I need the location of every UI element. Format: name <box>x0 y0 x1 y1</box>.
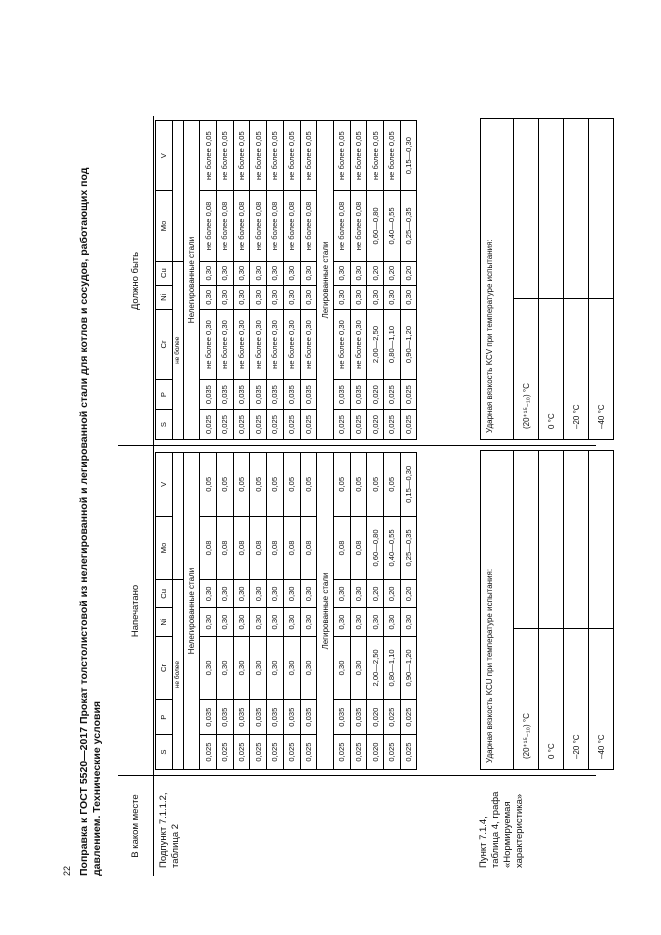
printed-kcu-block <box>480 450 614 770</box>
cell-cu: 0,30 <box>217 261 234 285</box>
cell-mo: 0,08 <box>333 516 350 580</box>
cell-cu: 0,30 <box>233 580 250 608</box>
cell-cr: 0,30 <box>267 636 284 700</box>
table-row <box>217 121 234 440</box>
cell-ni: 0,30 <box>350 608 367 636</box>
cell-cu: 0,20 <box>367 261 384 285</box>
cell-p: 0,025 <box>383 380 400 410</box>
cell-s: 0,025 <box>300 410 317 440</box>
cell-s: 0,025 <box>233 735 250 770</box>
table-row <box>350 121 367 440</box>
kv-value-cell <box>539 119 563 299</box>
cell-s: 0,025 <box>217 735 234 770</box>
cell-mo: 0,08 <box>350 516 367 580</box>
table-row <box>367 453 384 770</box>
column-header: Cu <box>156 580 173 608</box>
cell-mo: 0,40—0,55 <box>383 191 400 261</box>
cell-s: 0,025 <box>400 735 417 770</box>
ne-bolee-note: не более <box>172 261 183 439</box>
kv-temperature: –20 °С <box>571 404 581 429</box>
cell-cr: 0,80—1,10 <box>383 309 400 379</box>
kv-row <box>564 119 589 439</box>
table-row <box>383 453 400 770</box>
column-header: Cu <box>156 261 173 285</box>
kv-header: Ударная вязкость KCV при температуре испытания: <box>481 119 514 439</box>
correct-kcv-block <box>480 118 614 440</box>
kv-value-cell <box>514 119 538 299</box>
cell-v: 0,05 <box>250 453 267 517</box>
table-row <box>400 121 417 440</box>
cell-s: 0,025 <box>200 735 217 770</box>
cell-s: 0,025 <box>200 410 217 440</box>
cell-p: 0,035 <box>267 700 284 735</box>
table-row <box>200 121 217 440</box>
cell-cu: 0,20 <box>367 580 384 608</box>
cell-cu: 0,30 <box>250 580 267 608</box>
table-row <box>283 453 300 770</box>
cell-s: 0,025 <box>383 735 400 770</box>
header-printed: Напечатано <box>118 446 154 776</box>
cell-cr: 0,30 <box>233 636 250 700</box>
cell-s: 0,025 <box>383 410 400 440</box>
cell-p: 0,035 <box>200 700 217 735</box>
kv-row <box>539 451 564 769</box>
cell-ni: 0,30 <box>383 608 400 636</box>
section-heading: Нелегированные стали <box>183 121 200 440</box>
table-row <box>267 453 284 770</box>
cell-cu: 0,30 <box>333 580 350 608</box>
cell-mo: не более 0,08 <box>333 191 350 261</box>
cell-ni: 0,30 <box>300 285 317 309</box>
cell-v: не более 0,05 <box>300 121 317 191</box>
cell-cr: не более 0,30 <box>217 309 234 379</box>
cell-cr: не более 0,30 <box>200 309 217 379</box>
table-row <box>300 121 317 440</box>
cell-v: не более 0,05 <box>217 121 234 191</box>
cell-p: 0,025 <box>400 380 417 410</box>
cell-s: 0,025 <box>250 735 267 770</box>
cell-s: 0,025 <box>283 735 300 770</box>
table-row <box>200 453 217 770</box>
table-row <box>233 453 250 770</box>
kv-value-cell <box>564 119 588 299</box>
cell-v: не более 0,05 <box>267 121 284 191</box>
kv-row <box>514 119 539 439</box>
cell-v: не более 0,05 <box>367 121 384 191</box>
cell-cu: 0,30 <box>250 261 267 285</box>
cell-mo: не более 0,08 <box>233 191 250 261</box>
cell-mo: 0,08 <box>300 516 317 580</box>
cell-s: 0,020 <box>367 410 384 440</box>
cell-v: 0,05 <box>383 453 400 517</box>
kv-header: Ударная вязкость KCU при температуре испытания: <box>481 451 514 769</box>
row1-location: Подпункт 7.1.1.2, таблица 2 <box>158 792 181 868</box>
column-header: Mo <box>156 191 173 261</box>
column-header: Cr <box>156 636 173 700</box>
cell-cr: не более 0,30 <box>283 309 300 379</box>
cell-cr: 0,30 <box>283 636 300 700</box>
cell-mo: 0,25—0,35 <box>400 191 417 261</box>
cell-mo: не более 0,08 <box>267 191 284 261</box>
table-row <box>400 453 417 770</box>
column-header: Ni <box>156 285 173 309</box>
cell-cr: 0,30 <box>217 636 234 700</box>
blank-cell <box>172 121 183 262</box>
kv-value-cell <box>539 451 563 629</box>
column-header: Cr <box>156 309 173 379</box>
cell-cr: не более 0,30 <box>233 309 250 379</box>
kv-value-cell <box>564 451 588 629</box>
kv-temperature: –40 °С <box>596 734 606 759</box>
cell-cu: 0,30 <box>267 580 284 608</box>
cell-mo: 0,08 <box>250 516 267 580</box>
cell-v: 0,05 <box>333 453 350 517</box>
cell-cu: 0,30 <box>200 580 217 608</box>
cell-v: не более 0,05 <box>233 121 250 191</box>
cell-ni: 0,30 <box>250 285 267 309</box>
cell-cu: 0,30 <box>200 261 217 285</box>
cell-v: 0,05 <box>283 453 300 517</box>
cell-ni: 0,30 <box>283 608 300 636</box>
cell-p: 0,035 <box>350 700 367 735</box>
cell-p: 0,035 <box>333 380 350 410</box>
cell-p: 0,035 <box>217 380 234 410</box>
cell-p: 0,035 <box>267 380 284 410</box>
cell-ni: 0,30 <box>217 285 234 309</box>
section-heading: Легированные стали <box>317 121 334 440</box>
cell-p: 0,035 <box>217 700 234 735</box>
cell-mo: 0,40—0,55 <box>383 516 400 580</box>
cell-s: 0,025 <box>217 410 234 440</box>
cell-cu: 0,20 <box>400 580 417 608</box>
header-where: В каком месте <box>118 776 154 876</box>
cell-v: не более 0,05 <box>383 121 400 191</box>
column-header: P <box>156 380 173 410</box>
table-row <box>267 121 284 440</box>
cell-s: 0,025 <box>300 735 317 770</box>
cell-p: 0,035 <box>300 380 317 410</box>
cell-ni: 0,30 <box>383 285 400 309</box>
cell-cr: не более 0,30 <box>333 309 350 379</box>
table-row <box>383 121 400 440</box>
column-header: V <box>156 453 173 517</box>
cell-mo: 0,08 <box>267 516 284 580</box>
cell-cr: 2,00—2,50 <box>367 309 384 379</box>
table-row <box>250 453 267 770</box>
cell-cu: 0,20 <box>383 261 400 285</box>
cell-cu: 0,20 <box>383 580 400 608</box>
kv-value-cell <box>589 451 613 629</box>
cell-v: не более 0,05 <box>250 121 267 191</box>
cell-v: 0,05 <box>300 453 317 517</box>
page-number: 22 <box>62 865 72 876</box>
cell-p: 0,035 <box>233 380 250 410</box>
cell-ni: 0,30 <box>400 285 417 309</box>
cell-ni: 0,30 <box>233 285 250 309</box>
cell-mo: 0,25—0,35 <box>400 516 417 580</box>
cell-ni: 0,30 <box>200 608 217 636</box>
cell-mo: 0,60—0,80 <box>367 516 384 580</box>
cell-p: 0,035 <box>250 380 267 410</box>
cell-p: 0,035 <box>233 700 250 735</box>
section-heading: Легированные стали <box>317 453 334 770</box>
cell-mo: 0,08 <box>283 516 300 580</box>
kv-row <box>514 451 539 769</box>
cell-p: 0,020 <box>367 700 384 735</box>
cell-p: 0,035 <box>350 380 367 410</box>
cell-v: 0,05 <box>200 453 217 517</box>
cell-cr: 0,30 <box>350 636 367 700</box>
cell-v: 0,15—0,30 <box>400 453 417 517</box>
cell-s: 0,025 <box>250 410 267 440</box>
cell-cr: 0,90—1,20 <box>400 636 417 700</box>
table-row <box>300 453 317 770</box>
column-header: Mo <box>156 516 173 580</box>
header-should-be: Должно быть <box>118 116 154 446</box>
cell-ni: 0,30 <box>233 608 250 636</box>
page-title: Поправка к ГОСТ 5520—2017 Прокат толстолистовой из нелегированной и легированной стали для котлов и сосудов, работающих под давлением. Технические условия <box>78 167 103 876</box>
cell-s: 0,025 <box>400 410 417 440</box>
cell-cu: 0,30 <box>267 261 284 285</box>
cell-cr: 0,30 <box>250 636 267 700</box>
column-header: V <box>156 121 173 191</box>
table-row <box>217 453 234 770</box>
table-row <box>367 121 384 440</box>
column-header: P <box>156 700 173 735</box>
correction-table <box>118 116 606 876</box>
cell-cr: не более 0,30 <box>267 309 284 379</box>
kv-temperature: 0 °С <box>546 743 556 759</box>
cell-p: 0,025 <box>400 700 417 735</box>
cell-ni: 0,30 <box>333 285 350 309</box>
table-row <box>350 453 367 770</box>
cell-mo: 0,08 <box>233 516 250 580</box>
cell-mo: не более 0,08 <box>350 191 367 261</box>
cell-p: 0,035 <box>300 700 317 735</box>
kv-row <box>589 119 613 439</box>
cell-p: 0,035 <box>200 380 217 410</box>
cell-s: 0,025 <box>267 410 284 440</box>
cell-cu: 0,30 <box>333 261 350 285</box>
cell-s: 0,025 <box>350 410 367 440</box>
cell-cu: 0,30 <box>300 580 317 608</box>
cell-s: 0,025 <box>333 410 350 440</box>
divider <box>118 775 596 776</box>
cell-p: 0,025 <box>383 700 400 735</box>
cell-cr: 0,80—1,10 <box>383 636 400 700</box>
cell-cu: 0,30 <box>300 261 317 285</box>
cell-ni: 0,30 <box>367 285 384 309</box>
cell-cu: 0,30 <box>283 580 300 608</box>
kv-row <box>539 119 564 439</box>
cell-s: 0,025 <box>283 410 300 440</box>
kv-temperature: –20 °С <box>571 734 581 759</box>
cell-ni: 0,30 <box>400 608 417 636</box>
cell-cu: 0,30 <box>350 261 367 285</box>
cell-s: 0,020 <box>367 735 384 770</box>
cell-ni: 0,30 <box>300 608 317 636</box>
cell-v: 0,15—0,30 <box>400 121 417 191</box>
cell-v: 0,05 <box>217 453 234 517</box>
cell-ni: 0,30 <box>200 285 217 309</box>
cell-cr: не более 0,30 <box>250 309 267 379</box>
cell-v: 0,05 <box>233 453 250 517</box>
cell-mo: не более 0,08 <box>250 191 267 261</box>
cell-cu: 0,30 <box>217 580 234 608</box>
cell-cr: не более 0,30 <box>300 309 317 379</box>
cell-ni: 0,30 <box>267 285 284 309</box>
table-row <box>233 121 250 440</box>
cell-p: 0,035 <box>250 700 267 735</box>
cell-v: 0,05 <box>267 453 284 517</box>
divider <box>118 445 596 446</box>
cell-ni: 0,30 <box>283 285 300 309</box>
cell-cr: 0,30 <box>200 636 217 700</box>
section-heading: Нелегированные стали <box>183 453 200 770</box>
cell-cr: 0,30 <box>300 636 317 700</box>
cell-ni: 0,30 <box>267 608 284 636</box>
cell-mo: не более 0,08 <box>300 191 317 261</box>
cell-v: не более 0,05 <box>200 121 217 191</box>
cell-cr: 2,00—2,50 <box>367 636 384 700</box>
cell-cr: 0,30 <box>333 636 350 700</box>
kv-temperature: (20⁺¹⁵₋₁₀) °С <box>521 383 531 429</box>
cell-mo: 0,08 <box>217 516 234 580</box>
cell-p: 0,035 <box>283 700 300 735</box>
table-row <box>250 121 267 440</box>
correct-composition-table <box>155 120 417 440</box>
cell-ni: 0,30 <box>217 608 234 636</box>
kv-temperature: 0 °С <box>546 413 556 429</box>
column-header: S <box>156 410 173 440</box>
cell-cu: 0,20 <box>400 261 417 285</box>
cell-p: 0,035 <box>283 380 300 410</box>
cell-v: не более 0,05 <box>350 121 367 191</box>
cell-mo: 0,60—0,80 <box>367 191 384 261</box>
cell-cu: 0,30 <box>283 261 300 285</box>
cell-s: 0,025 <box>333 735 350 770</box>
kv-temperature: –40 °С <box>596 404 606 429</box>
cell-v: не более 0,05 <box>333 121 350 191</box>
cell-mo: не более 0,08 <box>200 191 217 261</box>
cell-ni: 0,30 <box>367 608 384 636</box>
kv-temperature: (20⁺¹⁵₋₁₀) °С <box>521 713 531 759</box>
table-row <box>333 453 350 770</box>
cell-cr: не более 0,30 <box>350 309 367 379</box>
table-row <box>333 121 350 440</box>
cell-p: 0,020 <box>367 380 384 410</box>
cell-mo: не более 0,08 <box>217 191 234 261</box>
table-row <box>283 121 300 440</box>
cell-s: 0,025 <box>233 410 250 440</box>
printed-composition-table <box>155 452 417 770</box>
cell-ni: 0,30 <box>250 608 267 636</box>
column-header: S <box>156 735 173 770</box>
cell-ni: 0,30 <box>333 608 350 636</box>
cell-cu: 0,30 <box>233 261 250 285</box>
blank-cell <box>172 453 183 580</box>
column-header: Ni <box>156 608 173 636</box>
cell-ni: 0,30 <box>350 285 367 309</box>
cell-v: 0,05 <box>350 453 367 517</box>
kv-row <box>564 451 589 769</box>
cell-v: 0,05 <box>367 453 384 517</box>
kv-value-cell <box>589 119 613 299</box>
ne-bolee-note: не более <box>172 580 183 770</box>
cell-cu: 0,30 <box>350 580 367 608</box>
cell-mo: 0,08 <box>200 516 217 580</box>
rotated-page <box>60 61 606 876</box>
cell-cr: 0,90—1,20 <box>400 309 417 379</box>
cell-mo: не более 0,08 <box>283 191 300 261</box>
cell-s: 0,025 <box>267 735 284 770</box>
row2-location: Пункт 7.1.4, таблица 4, графа «Нормируемая характеристика» <box>478 791 525 868</box>
kv-value-cell <box>514 451 538 629</box>
cell-s: 0,025 <box>350 735 367 770</box>
cell-p: 0,035 <box>333 700 350 735</box>
cell-v: не более 0,05 <box>283 121 300 191</box>
kv-row <box>589 451 613 769</box>
